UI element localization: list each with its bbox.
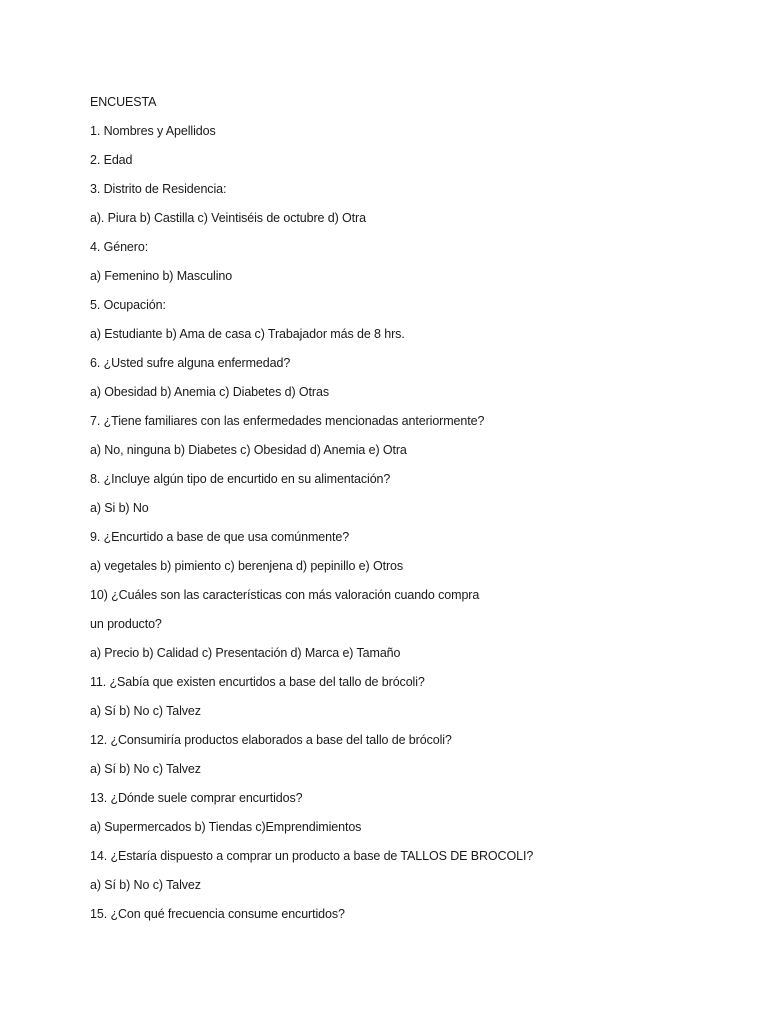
question-15: 15. ¿Con qué frecuencia consume encurtidos?	[90, 907, 345, 921]
options-3: a). Piura b) Castilla c) Veintiséis de octubre d) Otra	[90, 211, 366, 225]
question-8: 8. ¿Incluye algún tipo de encurtido en su alimentación?	[90, 472, 391, 486]
question-11: 11. ¿Sabía que existen encurtidos a base del tallo de brócoli?	[90, 675, 425, 689]
question-6: 6. ¿Usted sufre alguna enfermedad?	[90, 356, 291, 370]
survey-body	[90, 93, 730, 934]
options-4: a) Femenino b) Masculino	[90, 269, 233, 283]
options-6: a) Obesidad b) Anemia c) Diabetes d) Otras	[90, 385, 329, 399]
question-9: 9. ¿Encurtido a base de que usa comúnmente?	[90, 530, 350, 544]
options-7: a) No, ninguna b) Diabetes c) Obesidad d) Anemia e) Otra	[90, 443, 407, 457]
question-10-line-2: un producto?	[90, 617, 162, 631]
question-12: 12. ¿Consumiría productos elaborados a base del tallo de brócoli?	[90, 733, 452, 747]
options-13: a) Supermercados b) Tiendas c)Emprendimientos	[90, 820, 362, 834]
question-2: 2. Edad	[90, 153, 133, 167]
options-11: a) Sí b) No c) Talvez	[90, 704, 201, 718]
survey-title: ENCUESTA	[90, 95, 157, 109]
question-13: 13. ¿Dónde suele comprar encurtidos?	[90, 791, 303, 805]
question-14: 14. ¿Estaría dispuesto a comprar un producto a base de TALLOS DE BROCOLI?	[90, 849, 534, 863]
options-14: a) Sí b) No c) Talvez	[90, 878, 201, 892]
question-7: 7. ¿Tiene familiares con las enfermedades mencionadas anteriormente?	[90, 414, 485, 428]
question-5: 5. Ocupación:	[90, 298, 166, 312]
options-5: a) Estudiante b) Ama de casa c) Trabajador más de 8 hrs.	[90, 327, 405, 341]
options-12: a) Sí b) No c) Talvez	[90, 762, 201, 776]
options-8: a) Si b) No	[90, 501, 149, 515]
options-10: a) Precio b) Calidad c) Presentación d) Marca e) Tamaño	[90, 646, 401, 660]
question-10-line-1: 10) ¿Cuáles son las características con más valoración cuando compra	[90, 588, 480, 602]
question-1: 1. Nombres y Apellidos	[90, 124, 216, 138]
options-9: a) vegetales b) pimiento c) berenjena d) pepinillo e) Otros	[90, 559, 404, 573]
question-3: 3. Distrito de Residencia:	[90, 182, 227, 196]
question-4: 4. Género:	[90, 240, 149, 254]
